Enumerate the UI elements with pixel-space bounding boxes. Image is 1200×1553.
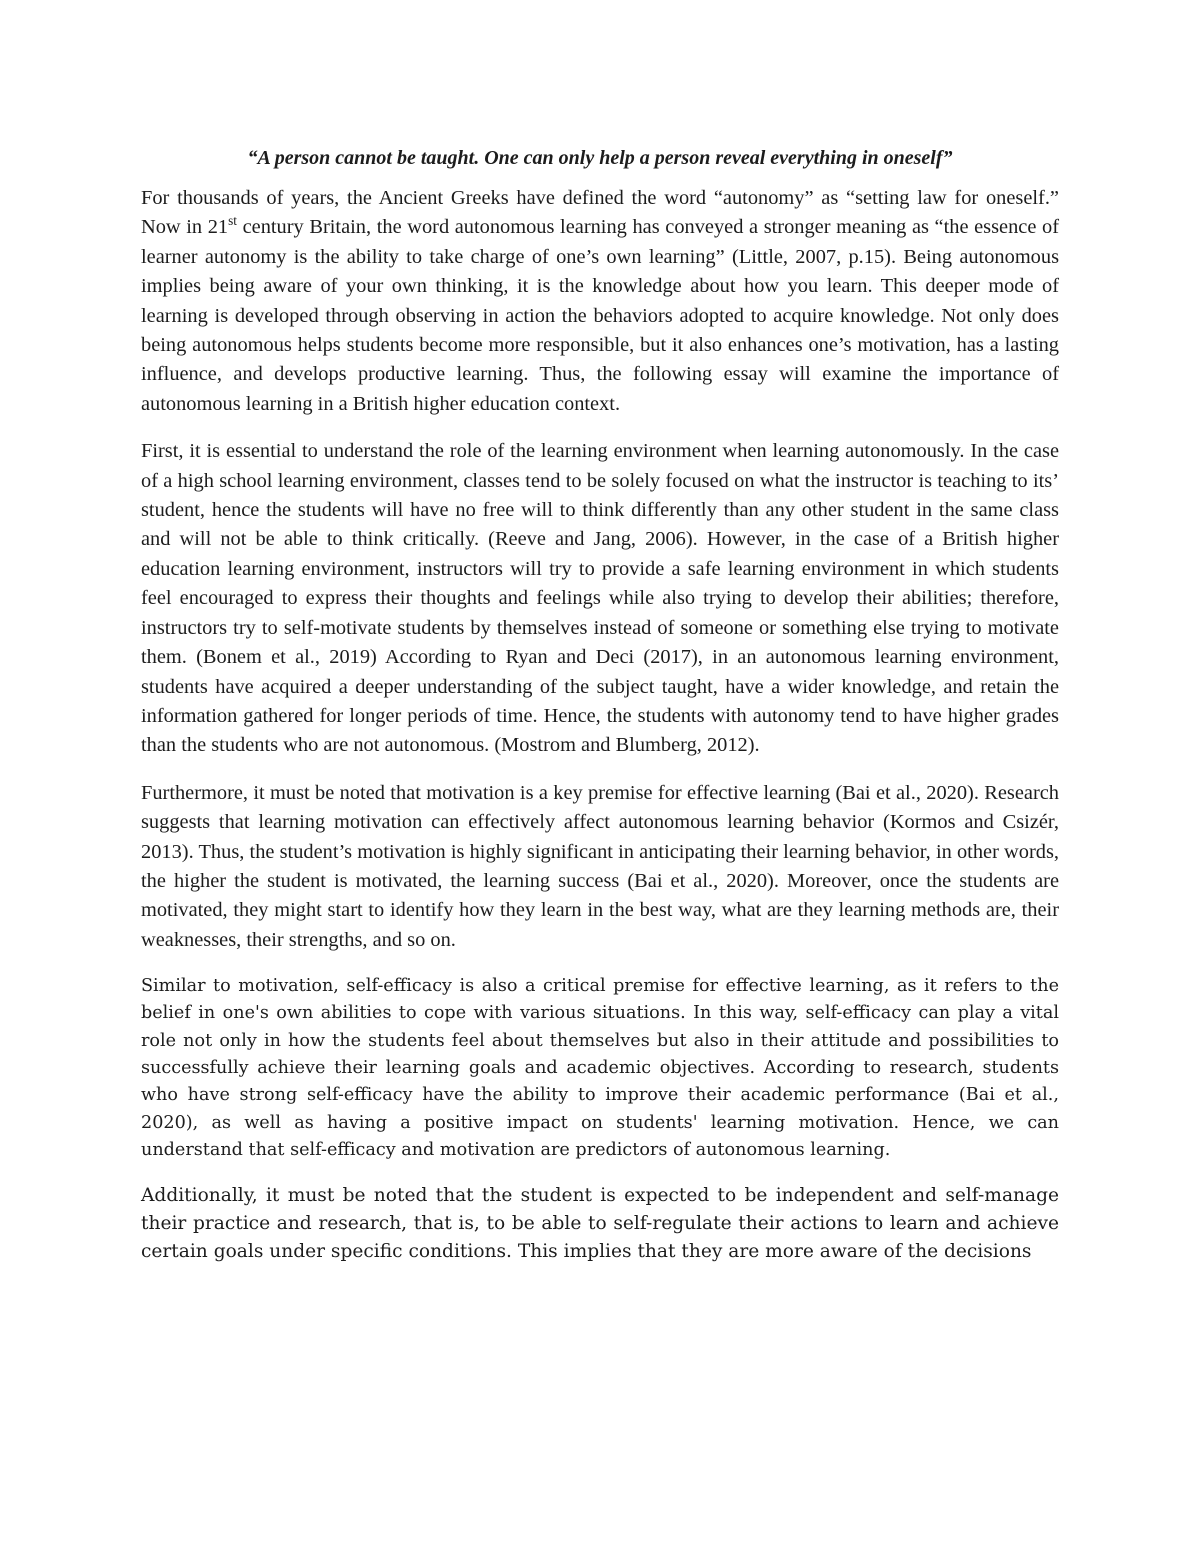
paragraph-self-efficacy: Similar to motivation, self-efficacy is also a critical premise for effective learning, as it refers to the belief in one's own abilities to cope with various situations. In this way, self-efficacy can play a vital role not only in how the students feel about themselves but also in their attitude and possibilities to successfully achieve their learning goals and academic objectives. According to research, students who have strong self-efficacy have the ability to improve their academic performance (Bai et al., 2020), as well as having a positive impact on students' learning motivation. Hence, we can understand that self-efficacy and motivation are predictors of autonomous learning. bbox=[141, 976, 1059, 1160]
epigraph-quote: “A person cannot be taught. One can only help a person reveal everything in oneself” bbox=[247, 147, 953, 169]
paragraph-introduction bbox=[141, 184, 1059, 419]
paragraph-learning-environment: First, it is essential to understand the role of the learning environment when learning autonomously. In the case of a high school learning environment, classes tend to be solely focused on what the instructor is teaching to its’ student, hence the students will have no free will to think differently than any other student in the same class and will not be able to think critically. (Reeve and Jang, 2006). However, in the case of a British higher education learning environment, instructors will try to provide a safe learning environment in which students feel encouraged to express their thoughts and feelings while also trying to develop their abilities; therefore, instructors try to self-motivate students by themselves instead of someone or something else trying to motivate them. (Bonem et al., 2019) According to Ryan and Deci (2017), in an autonomous learning environment, students have acquired a deeper understanding of the subject taught, have a wider knowledge, and retain the information gathered for longer periods of time. Hence, the students with autonomy tend to have higher grades than the students who are not autonomous. (Mostrom and Blumberg, 2012). bbox=[141, 440, 1059, 757]
paragraph-introduction-text-2: century Britain, the word autonomous learning has conveyed a stronger meaning as “the essence of learner autonomy is the ability to take charge of one’s own learning” (Little, 2007, p.15). Being autonomous implies being aware of your own thinking, it is the knowledge about how you learn. This deeper mode of learning is developed through observing in action the behaviors adopted to acquire knowledge. Not only does being autonomous helps students become more responsible, but it also enhances one’s motivation, has a lasting influence, and develops productive learning. Thus, the following essay will examine the importance of autonomous learning in a British higher education context. bbox=[141, 216, 1060, 415]
document-page bbox=[141, 140, 1059, 1284]
paragraph-introduction-text-1: For thousands of years, the Ancient Greeks have defined the word “autonomy” as “setting law for oneself.” Now in 21 bbox=[141, 187, 1059, 239]
paragraph-self-regulation: Additionally, it must be noted that the student is expected to be independent and self-manage their practice and research, that is, to be able to self-regulate their actions to learn and achieve certain goals under specific conditions. This implies that they are more aware of the decisions bbox=[141, 1185, 1059, 1263]
paragraph-motivation: Furthermore, it must be noted that motivation is a key premise for effective learning (Bai et al., 2020). Research suggests that learning motivation can effectively affect autonomous learning behavior (Kormos and Csizér, 2013). Thus, the student’s motivation is highly significant in anticipating their learning behavior, in other words, the higher the student is motivated, the learning success (Bai et al., 2020). Moreover, once the students are motivated, they might start to identify how they learn in the best way, what are they learning methods are, their weaknesses, their strengths, and so on. bbox=[141, 781, 1059, 951]
ordinal-superscript: st bbox=[228, 213, 237, 229]
